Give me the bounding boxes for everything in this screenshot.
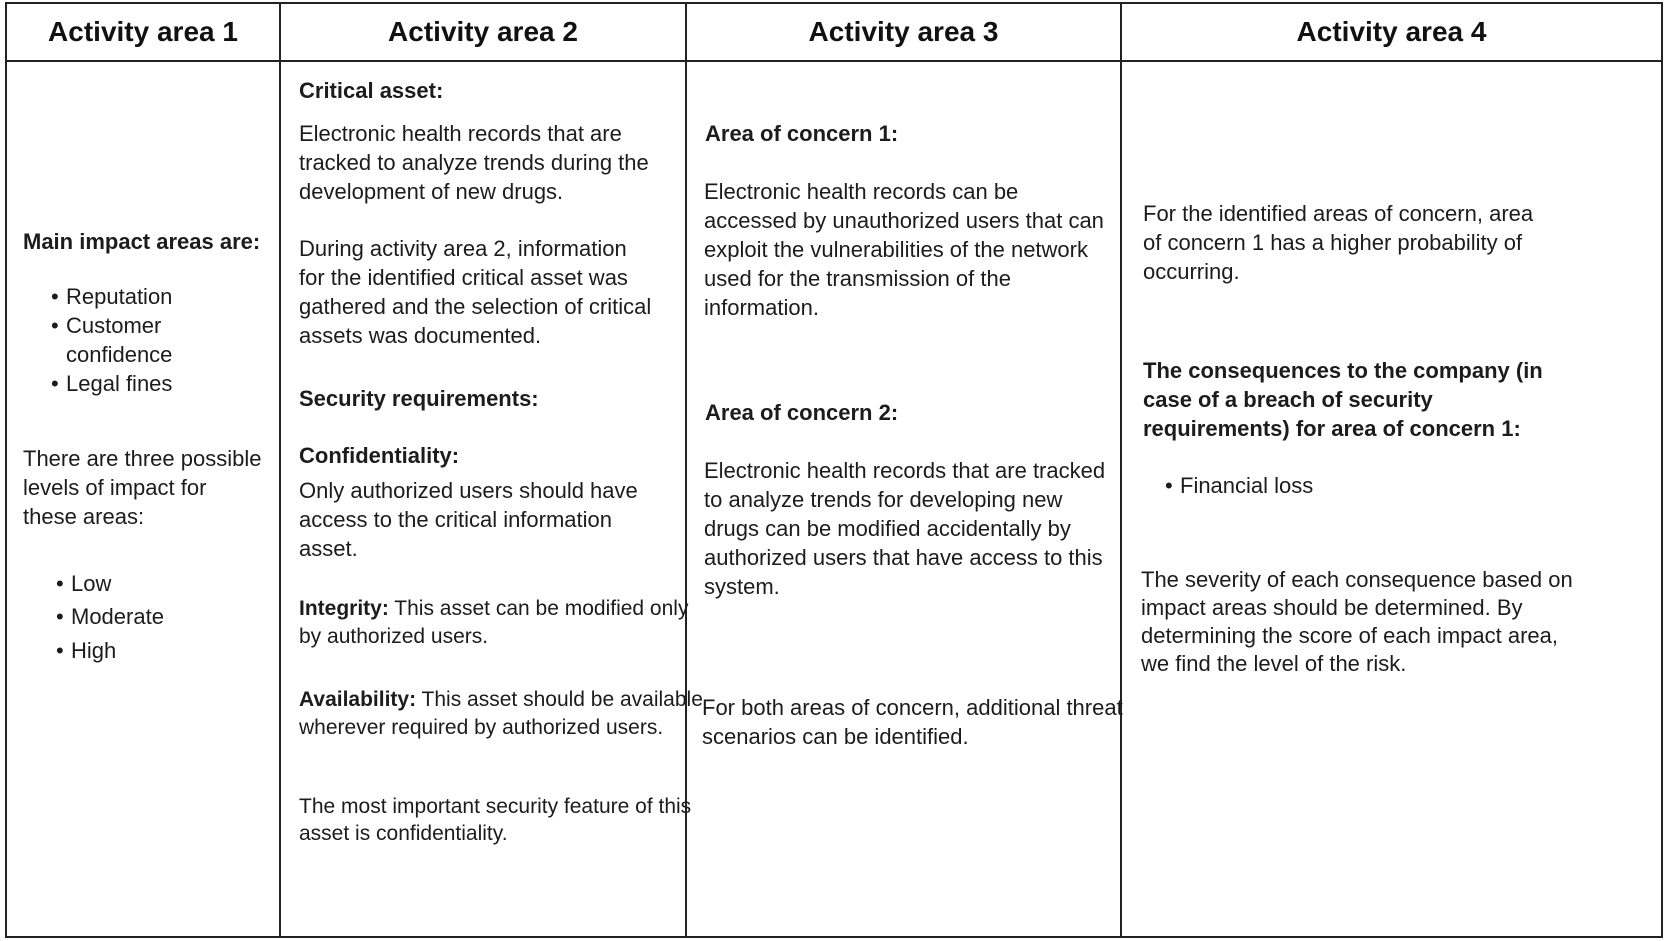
concern2-heading: Area of concern 2: (705, 400, 899, 425)
activity-text-line: for the identified critical asset was (299, 265, 628, 290)
availability-label: Availability: (299, 688, 417, 711)
levels-text-line: these areas: (23, 504, 145, 529)
severity-text-line: we find the level of the risk. (1141, 651, 1407, 676)
integrity-line (299, 593, 688, 624)
column-divider-3 (1120, 4, 1122, 936)
header-activity-area-1: Activity area 1 (48, 16, 238, 47)
concern2-text-line: Electronic health records that are tracked (704, 458, 1106, 483)
header-divider (7, 60, 1661, 62)
critical-asset-text-line: tracked to analyze trends during the (299, 150, 649, 175)
probability-text-line: For the identified areas of concern, area (1143, 201, 1534, 226)
critical-asset-heading: Critical asset: (299, 78, 444, 103)
header-activity-area-4: Activity area 4 (1296, 16, 1487, 47)
concern1-heading: Area of concern 1: (705, 121, 899, 146)
concern1-text-line: exploit the vulnerabilities of the network (704, 237, 1088, 262)
critical-asset-text-line: Electronic health records that are (299, 121, 622, 146)
concern2-text-line: drugs can be modified accidentally by (704, 516, 1071, 541)
availability-text-line: wherever required by authorized users. (299, 716, 664, 739)
activity-text-line: assets was documented. (299, 323, 542, 348)
activity-text-line: During activity area 2, information (299, 236, 627, 261)
consequences-heading-line: case of a breach of security (1143, 387, 1433, 412)
integrity-label: Integrity: (299, 597, 389, 620)
header-activity-area-2: Activity area 2 (388, 16, 578, 47)
concern2-text-line: to analyze trends for developing new (704, 487, 1063, 512)
integrity-text-line: by authorized users. (299, 625, 489, 648)
confidentiality-text-line: access to the critical information (299, 507, 613, 532)
important-feature-text-line: asset is confidentiality. (299, 822, 508, 845)
security-requirements-heading: Security requirements: (299, 386, 539, 411)
impact-level-item: • Low (56, 571, 112, 596)
consequences-heading-line: The consequences to the company (in (1143, 358, 1543, 383)
header-activity-area-3: Activity area 3 (808, 16, 999, 47)
levels-text-line: levels of impact for (23, 475, 207, 500)
probability-text-line: of concern 1 has a higher probability of (1143, 230, 1523, 255)
consequence-item: • Financial loss (1165, 473, 1314, 498)
integrity-text: This asset can be modified only (388, 597, 689, 620)
severity-text-line: The severity of each consequence based on (1141, 567, 1573, 592)
severity-text-line: impact areas should be determined. By (1141, 595, 1523, 620)
concern1-text-line: accessed by unauthorized users that can (704, 208, 1104, 233)
important-feature-text-line: The most important security feature of this (299, 795, 692, 818)
impact-area-item: • Legal fines (51, 371, 173, 396)
impact-area-item: • Reputation (51, 284, 173, 309)
availability-text: This asset should be available (416, 688, 703, 711)
area1-heading: Main impact areas are: (23, 229, 261, 254)
impact-level-item: • Moderate (56, 604, 164, 629)
concern1-text-line: Electronic health records can be (704, 179, 1019, 204)
activity-text-line: gathered and the selection of critical (299, 294, 652, 319)
impact-area-item-continuation: confidence (66, 342, 173, 367)
impact-area-item: • Customer (51, 313, 162, 338)
concern2-text-line: authorized users that have access to this (704, 545, 1103, 570)
concern2-text-line: system. (704, 574, 780, 599)
confidentiality-heading: Confidentiality: (299, 443, 460, 468)
impact-level-item: • High (56, 638, 117, 663)
concern1-text-line: used for the transmission of the (704, 266, 1011, 291)
levels-text-line: There are three possible (23, 446, 262, 471)
confidentiality-text-line: asset. (299, 536, 358, 561)
severity-text-line: determining the score of each impact area, (1141, 623, 1559, 648)
column-divider-1 (279, 4, 281, 936)
both-concerns-text-line: scenarios can be identified. (702, 724, 969, 749)
critical-asset-text-line: development of new drugs. (299, 179, 564, 204)
consequences-heading-line: requirements) for area of concern 1: (1143, 416, 1521, 441)
availability-line (299, 684, 703, 715)
probability-text-line: occurring. (1143, 259, 1240, 284)
confidentiality-text-line: Only authorized users should have (299, 478, 638, 503)
concern1-text-line: information. (704, 295, 819, 320)
both-concerns-text-line: For both areas of concern, additional threat (702, 695, 1123, 720)
activity-areas-table (5, 2, 1663, 938)
